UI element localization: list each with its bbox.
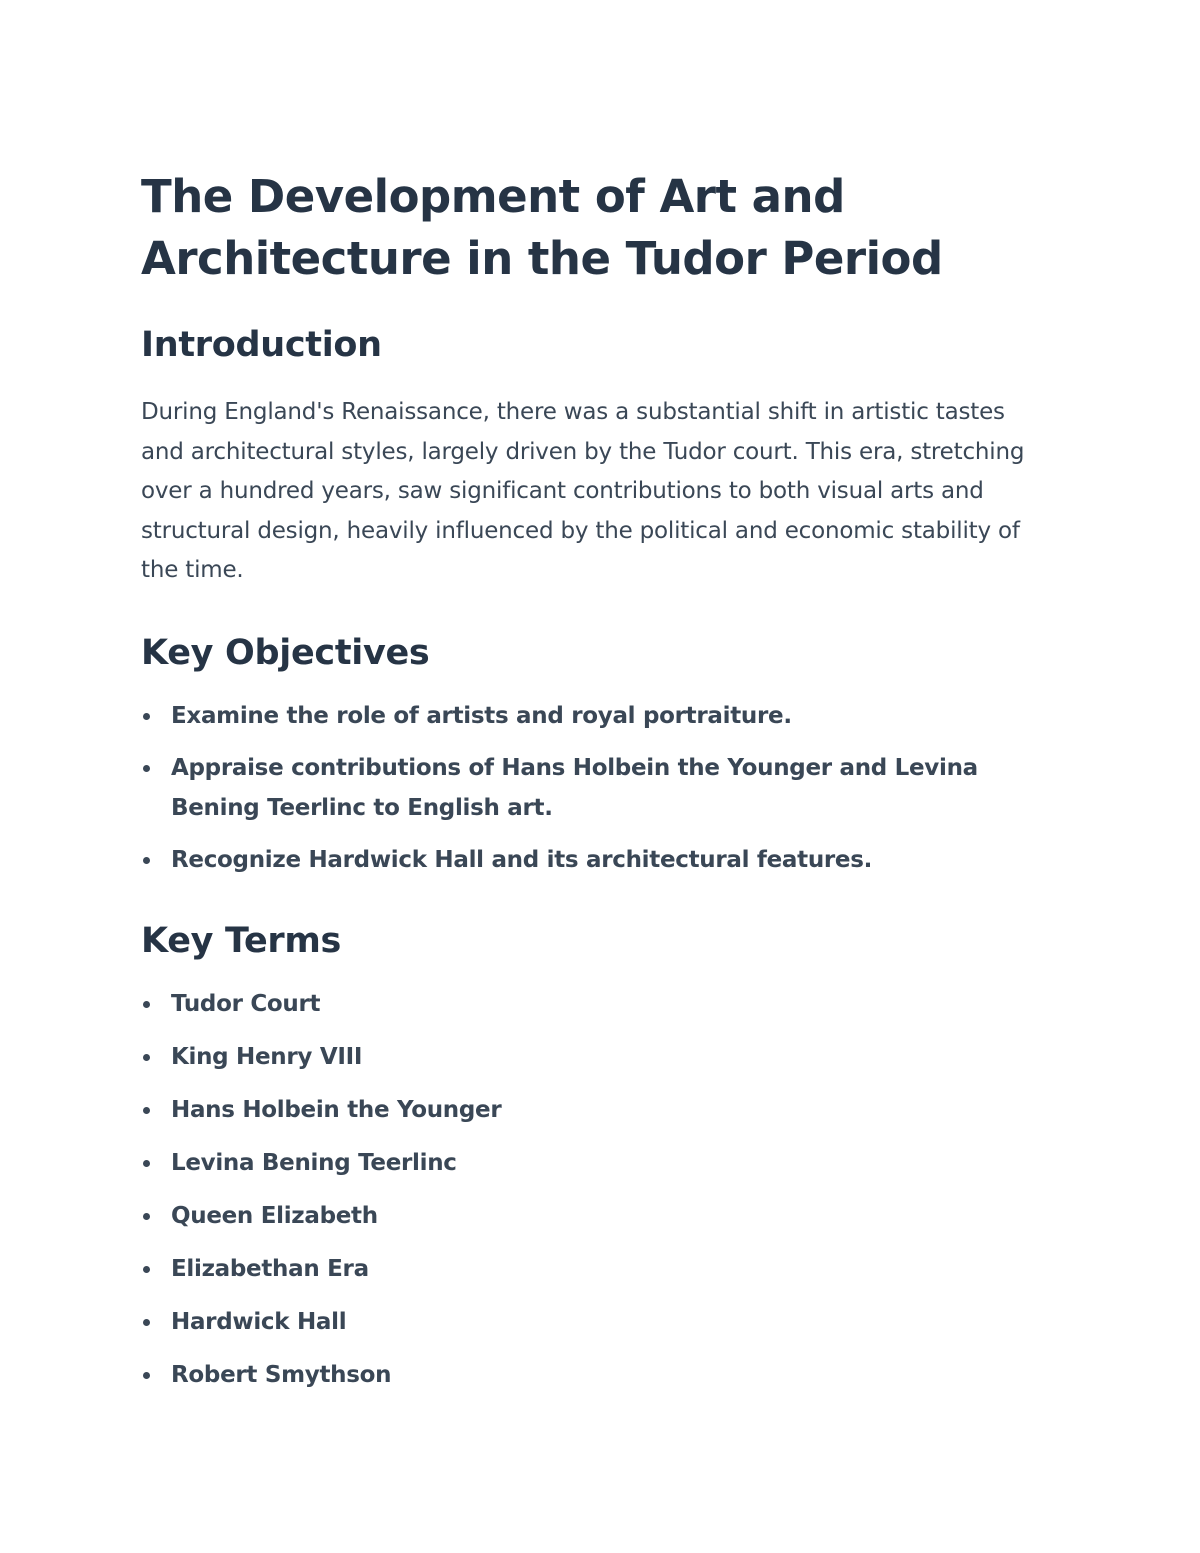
list-item [141, 1197, 1051, 1237]
list-item [141, 985, 1051, 1025]
list-item-text: Tudor Court [171, 990, 321, 1017]
list-item [141, 1356, 1051, 1396]
list-item [141, 749, 1051, 828]
list-item-text: Appraise contributions of Hans Holbein the Younger and Levina Bening Teerlinc to English art. [171, 755, 978, 821]
list-item-text: King Henry VIII [171, 1043, 363, 1070]
list-item-text: Elizabethan Era [171, 1255, 369, 1282]
bullet-icon [143, 1319, 150, 1326]
list-item [141, 1250, 1051, 1290]
bullet-icon [143, 1213, 150, 1220]
list-item-text: Hans Holbein the Younger [171, 1096, 502, 1123]
key-objectives-list [141, 697, 1051, 881]
list-item-text: Hardwick Hall [171, 1308, 347, 1335]
key-objectives-heading: Key Objectives [141, 632, 430, 673]
list-item [141, 1144, 1051, 1184]
list-item-text: Examine the role of artists and royal portraiture. [171, 702, 792, 729]
list-item-text: Recognize Hardwick Hall and its architectural features. [171, 847, 873, 873]
list-item-text: Levina Bening Teerlinc [171, 1149, 457, 1176]
document-page [141, 166, 1051, 1409]
list-item [141, 697, 1051, 737]
page-title: The Development of Art and Architecture in the Tudor Period [141, 170, 943, 285]
list-item [141, 1303, 1051, 1343]
introduction-paragraph: During England's Renaissance, there was a substantial shift in artistic tastes and architectural styles, largely driven by the Tudor court. This era, stretching over a hundred years, saw significant contributions to both visual arts and structural design, heavily influenced by the political and economic stability of the time. [141, 399, 1025, 583]
list-item [141, 841, 1051, 881]
introduction-heading: Introduction [141, 325, 382, 365]
bullet-icon [143, 765, 150, 772]
bullet-icon [143, 713, 150, 720]
key-terms-list [141, 985, 1051, 1396]
list-item [141, 1091, 1051, 1131]
bullet-icon [143, 1266, 150, 1273]
bullet-icon [143, 1001, 150, 1008]
bullet-icon [143, 1160, 150, 1167]
key-terms-heading: Key Terms [141, 920, 342, 961]
list-item-text: Queen Elizabeth [171, 1202, 378, 1229]
bullet-icon [143, 1107, 150, 1114]
list-item-text: Robert Smythson [171, 1361, 392, 1388]
bullet-icon [143, 1372, 150, 1379]
bullet-icon [143, 857, 150, 864]
bullet-icon [143, 1054, 150, 1061]
list-item [141, 1038, 1051, 1078]
